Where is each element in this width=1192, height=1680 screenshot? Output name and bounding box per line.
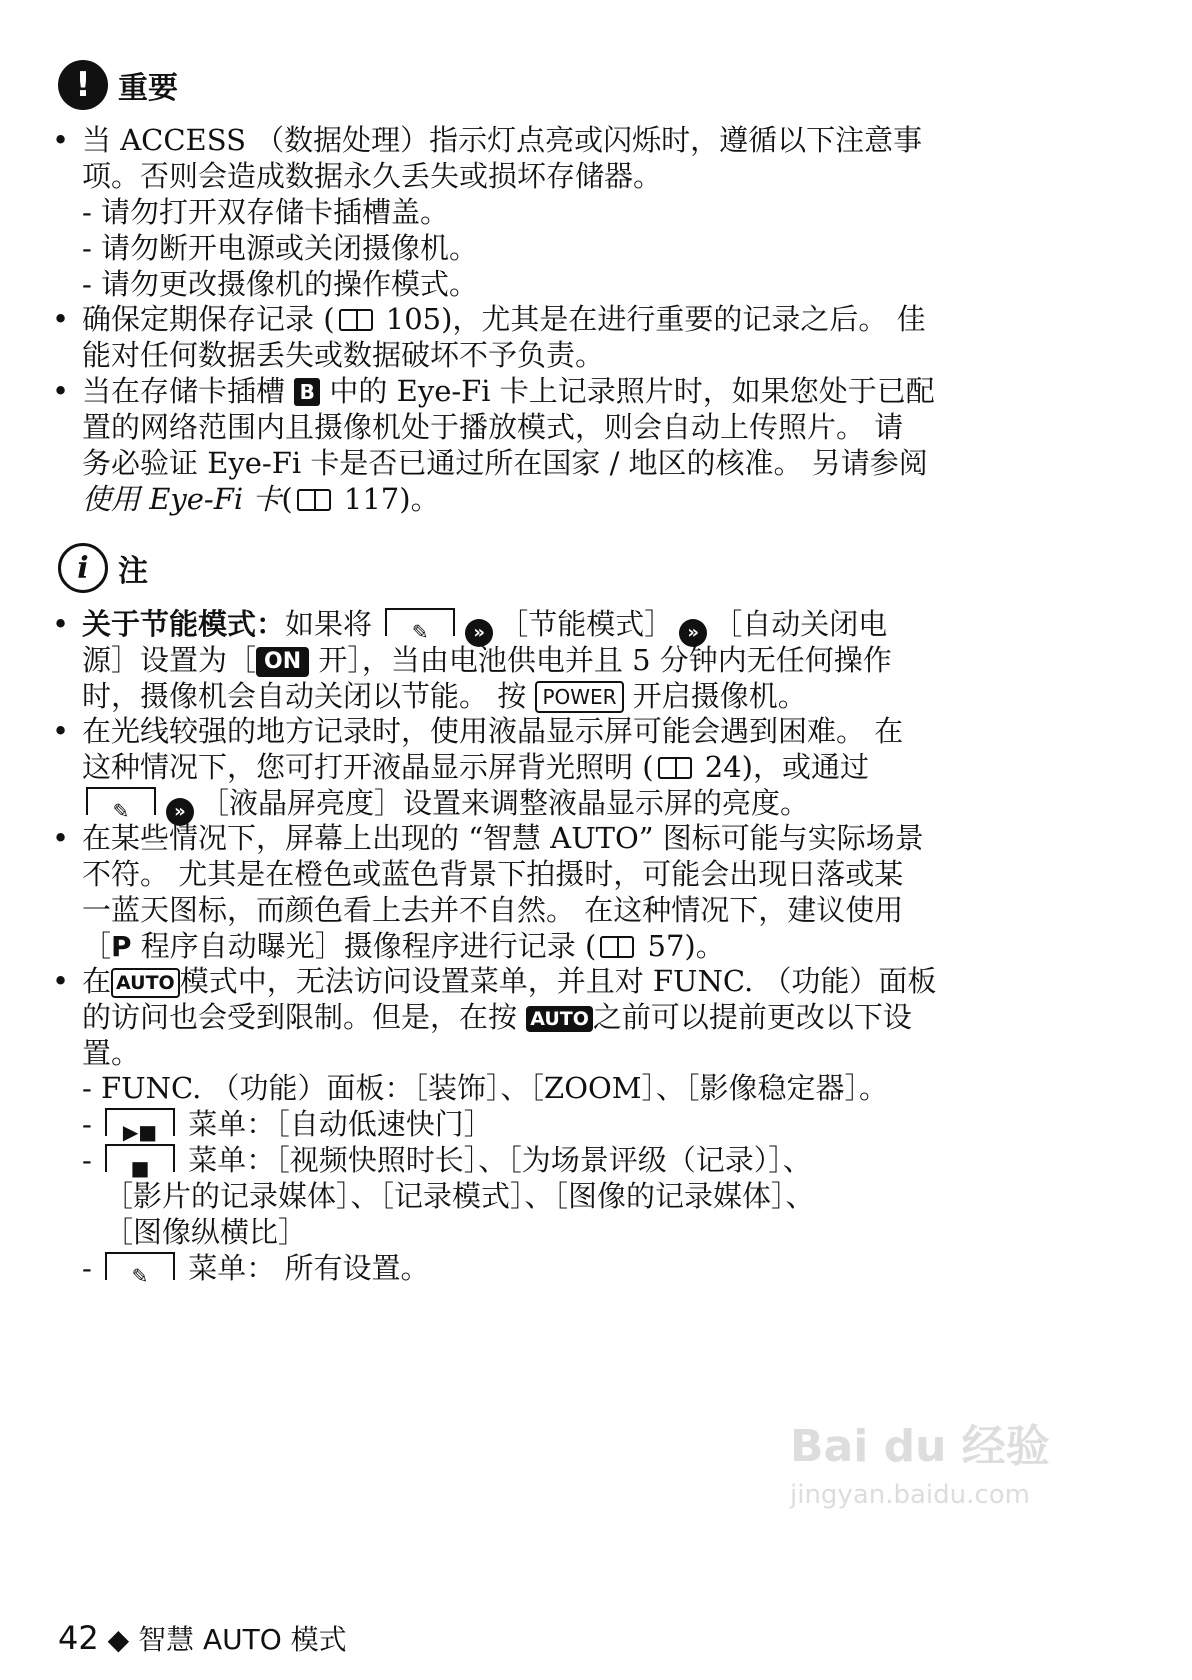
book-icon — [339, 309, 373, 331]
page-number: 42 — [58, 1619, 99, 1657]
important-bullet-1: • 当 ACCESS （数据处理）指示灯点亮或闪烁时，遵循以下注意事 — [82, 121, 922, 159]
note-bullet-1: • 关于节能模式：如果将 ✎ » ［节能模式］ » ［自动关闭电 — [82, 605, 887, 647]
baidu-watermark: Bai du 经验 jingyan.baidu.com — [790, 1421, 1050, 1510]
arrow-icon: » — [166, 798, 194, 826]
important-bullet-2: • 确保定期保存记录 ( 105)，尤其是在进行重要的记录之后。 佳 — [82, 300, 926, 338]
exclamation-icon: ! — [58, 60, 108, 110]
auto-button-icon: AUTO — [526, 1006, 593, 1032]
sub-item: - 请勿打开双存储卡插槽盖。 — [82, 195, 450, 229]
note-bullet-2: • 在光线较强的地方记录时，使用液晶显示屏可能会遇到困难。 在 — [82, 712, 903, 750]
section-name: 智慧 AUTO 模式 — [138, 1623, 347, 1656]
arrow-icon: » — [679, 619, 707, 647]
setup-menu-icon: ✎ — [86, 787, 156, 815]
manual-page: ! 重要 • 当 ACCESS （数据处理）指示灯点亮或闪烁时，遵循以下注意事 项。否则会造成数据永久丢失或损坏存储器。 - 请勿打开双存储卡插槽盖。 - 请勿断开电源或关闭摄像机。 - 请勿更改摄像机的操作模式。 • 确保定期保存记录 ( 105)，尤其是在进行重要的记录之后。 佳 能对任何数据丢失或数据破坏不予负责。 • 当在存储卡插槽 B 中的 Eye-Fi 卡上记录照片时，如果您处于已配 置的网络范围内且摄像机处于播放模式，则会自动上传照片。 请 务必验证 Eye-Fi 卡是否已通过所在国家 / 地区的核准。 另请参阅 使用 Eye-Fi 卡( 117)。 i 注 • 关于节能模式：如果将 ✎ » ［节能模式］ » ［自动关闭电 源］设置为［ ON 开］，当由电池供电并且 5 分钟内无任何操作 时，摄像机会自动关闭以节能。 按 POWER 开启摄像机。 • 在光线较强的地方记录时，使用液晶显示屏可能会遇到困难。 在 这种情况下，您可打开液晶显示屏背光照明 ( 24)，或通过 ✎ » ［液晶屏亮度］设置来调整液晶显示屏的亮度。 • 在某些情况下，屏幕上出现的 “智慧 AUTO” 图标可能与实际场景 不符。 尤其是在橙色或蓝色背景下拍摄时，可能会出现日落或某 一蓝天图标，而颜色看上去并不自然。 在这种情况下，建议使用 ［P 程序自动曝光］摄像程序进行记录 ( 57)。 • 在 AUTO 模式中，无法访问设置菜单，并且对 FUNC. （功能）面板 的访问也会受到限制。但是，在按 AUTO 之前可以提前更改以下设 置。 - FUNC. （功能）面板：［装饰］、［ZOOM］、［影像稳定器］。 - ▶■ 菜单：［自动低速快门］ - ■ 菜单：［视频快照时长］、［为场景评级（记录）］、 ［影片的记录媒体］、［记录模式］、［图像的记录媒体］、 ［图像纵横比］ - ✎ 菜单： 所有设置。 42 ◆ 智慧 AUTO 模式 Bai du 经验 jingyan.baidu.com — [0, 0, 1192, 1680]
photo-menu-icon: ■ — [105, 1144, 175, 1172]
slot-b-icon: B — [294, 378, 320, 406]
sub-item: - ✎ 菜单： 所有设置。 — [82, 1251, 430, 1288]
sub-item: - FUNC. （功能）面板：［装饰］、［ZOOM］、［影像稳定器］。 — [82, 1071, 888, 1105]
note-title: 注 — [118, 554, 148, 589]
sub-item: - 请勿断开电源或关闭摄像机。 — [82, 231, 479, 265]
note-bullet-4: • 在 AUTO 模式中，无法访问设置菜单，并且对 FUNC. （功能）面板 — [82, 962, 936, 1000]
note-bullet-3: • 在某些情况下，屏幕上出现的 “智慧 AUTO” 图标可能与实际场景 — [82, 819, 924, 857]
program-ae-icon: P — [111, 930, 132, 963]
sub-item: - ■ 菜单：［视频快照时长］、［为场景评级（记录）］、 — [82, 1143, 812, 1180]
note-heading — [58, 543, 148, 593]
auto-mode-icon: AUTO — [111, 968, 180, 998]
sub-item: - ▶■ 菜单：［自动低速快门］ — [82, 1107, 493, 1144]
setup-menu-icon: ✎ — [385, 608, 455, 636]
arrow-icon: » — [465, 619, 493, 647]
important-heading — [58, 60, 178, 110]
important-bullet-3: • 当在存储卡插槽 B 中的 Eye-Fi 卡上记录照片时，如果您处于已配 — [82, 372, 935, 410]
important-title: 重要 — [118, 71, 178, 106]
info-icon: i — [58, 543, 108, 593]
power-button-icon: POWER — [535, 681, 623, 713]
on-badge: ON — [256, 647, 309, 677]
sub-item: - 请勿更改摄像机的操作模式。 — [82, 267, 479, 301]
book-icon — [297, 489, 331, 511]
setup-menu-icon: ✎ — [105, 1252, 175, 1280]
reference-link-text: 使用 Eye-Fi 卡 — [82, 482, 282, 516]
diamond-separator: ◆ — [107, 1623, 130, 1656]
movie-menu-icon: ▶■ — [105, 1108, 175, 1136]
page-footer — [58, 1618, 347, 1658]
book-icon — [600, 936, 634, 958]
book-icon — [658, 757, 692, 779]
